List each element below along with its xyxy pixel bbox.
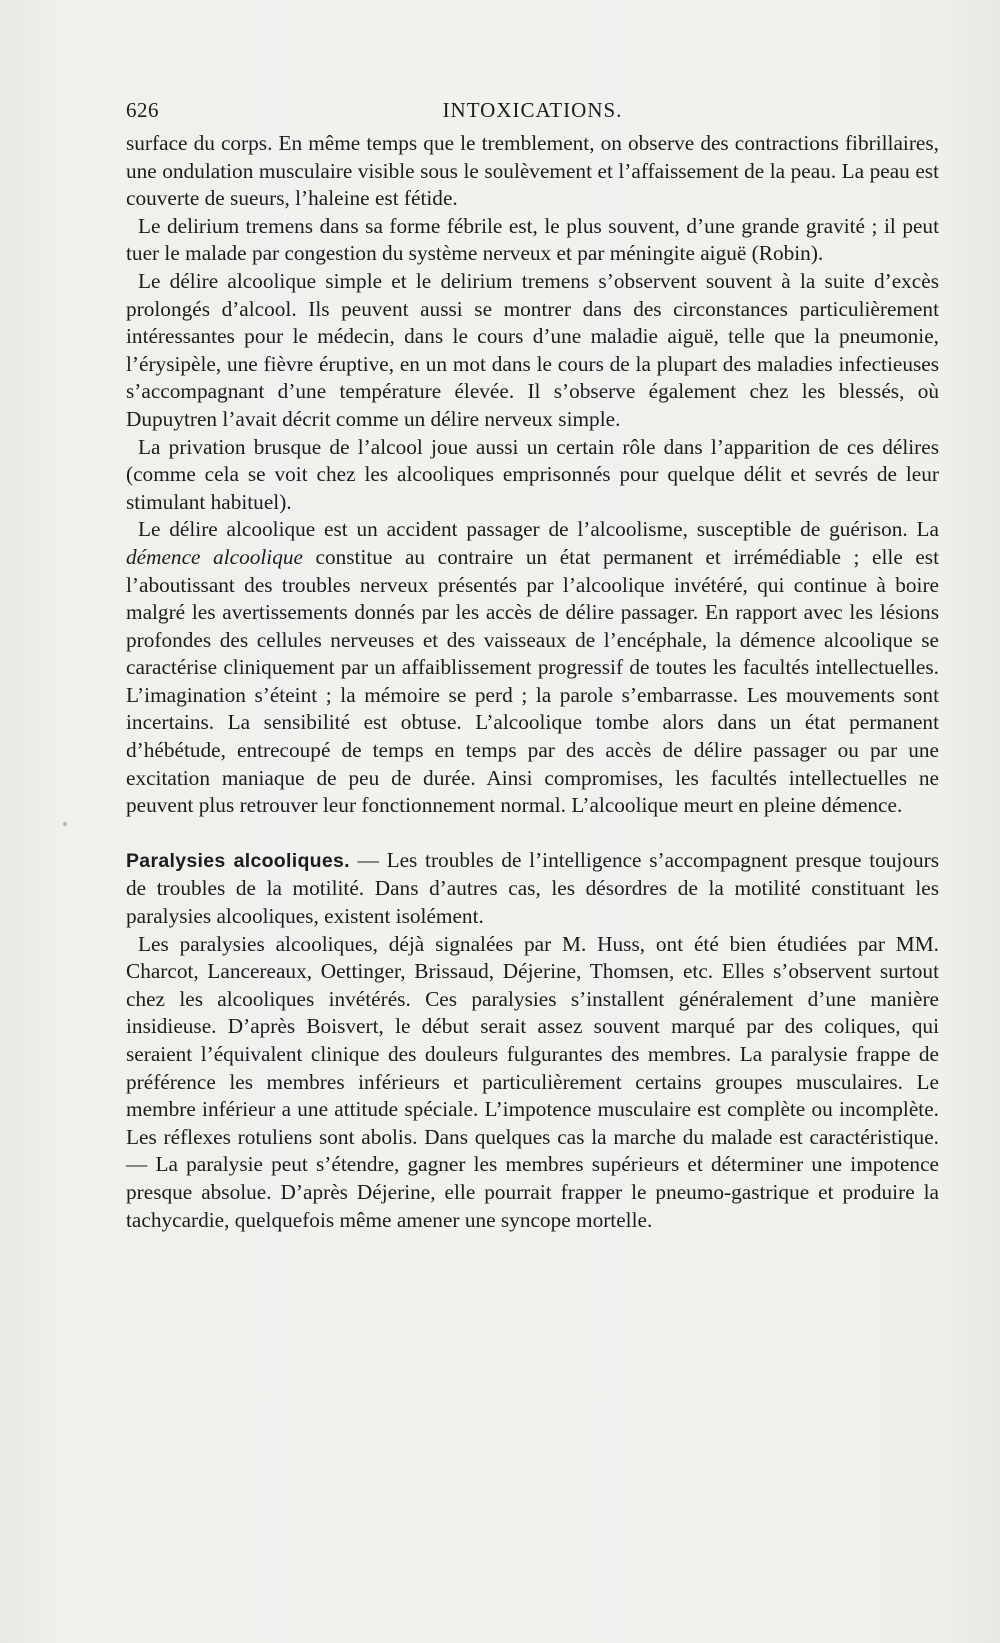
section-heading: Paralysies alcooliques.	[126, 849, 350, 872]
paragraph-delirium-gravity: Le delirium tremens dans sa forme fébrile est, le plus souvent, d’une grande gravité ; il peut tuer le malade par congestion du système nerveux et par méningite aiguë (Robin).	[126, 213, 939, 266]
body-text	[126, 130, 939, 1234]
margin-mark	[63, 822, 67, 826]
dementia-term: démence alcoolique	[126, 544, 303, 569]
section-spacer	[126, 820, 939, 847]
paragraph-continuation: surface du corps. En même temps que le tremblement, on observe des contractions fibrillaires, une ondulation musculaire visible sous le soulèvement et l’affaissement de la peau. La peau est couverte de sueurs, l’haleine est fétide.	[126, 131, 939, 211]
page-number: 626	[126, 98, 159, 122]
page-header	[126, 98, 939, 126]
running-title: INTOXICATIONS.	[442, 98, 623, 122]
paragraph-paralysies-intro	[126, 847, 939, 931]
paragraph-paralysies-detail: Les paralysies alcooliques, déjà signalées par M. Huss, ont été bien étudiées par MM. Charcot, Lancereaux, Oettinger, Brissaud, Déjerine, Thomsen, etc. Elles s’observent surtout chez les alcooliques invétérés. Ces paralysies s’installent généralement d’une manière insidieuse. D’après Boisvert, le début serait assez souvent marqué par des coliques, qui seraient l’équivalent clinique des douleurs fulgurantes des membres. La paralysie frappe de préférence les membres inférieurs et particulièrement certains groupes musculaires. Le membre inférieur a une attitude spéciale. L’impotence musculaire est complète ou incomplète. Les réflexes rotuliens sont abolis. Dans quelques cas la marche du malade est caractéristique. — La paralysie peut s’étendre, gagner les membres supérieurs et déterminer une impotence presque absolue. D’après Déjerine, elle pourrait frapper le pneumo-gastrique et produire la tachycardie, quelquefois même amener une syncope mortelle.	[126, 931, 939, 1232]
paragraph-causes: Le délire alcoolique simple et le delirium tremens s’observent souvent à la suite d’excès prolongés d’alcool. Ils peuvent aussi se montrer dans des circonstances particulièrement intéressantes pour le médecin, dans le cours d’une maladie aiguë, telle que la pneumonie, l’érysipèle, une fièvre éruptive, en un mot dans le cours de la plupart des maladies infectieuses s’accompagnant d’une température élevée. Il s’observe également chez les blessés, où Dupuytren l’avait décrit comme un délire nerveux simple.	[126, 268, 939, 431]
paragraph-dementia	[126, 516, 939, 820]
dementia-text-before: Le délire alcoolique est un accident passager de l’alcoolisme, susceptible de guérison. La	[138, 517, 939, 542]
paragraph-privation: La privation brusque de l’alcool joue aussi un certain rôle dans l’apparition de ces délires (comme cela se voit chez les alcooliques emprisonnés pour quelque délit et sevrés de leur stimulant habituel).	[126, 434, 939, 514]
dementia-text-after: constitue au contraire un état permanent et irrémédiable ; elle est l’aboutissant des troubles nerveux présentés par l’alcoolique invétéré, qui continue à boire malgré les avertissements donnés par les accès de délire passager. En rapport avec les lésions profondes des cellules nerveuses et des vaisseaux de l’encéphale, la démence alcoolique se caractérise cliniquement par un affaiblissement progressif de toutes les facultés intellectuelles. L’imagination s’éteint ; la mémoire se perd ; la parole s’embarrasse. Les mouvements sont incertains. La sensibilité est obtuse. L’alcoolique tombe alors dans un état permanent d’hébétude, entrecoupé de temps en temps par des accès de délire passager ou par une excitation maniaque de peu de durée. Ainsi compromises, les facultés intellectuelles ne peuvent plus retrouver leur fonctionnement normal. L’alcoolique meurt en pleine démence.	[126, 544, 939, 818]
paralysies-intro-text: — Les troubles de l’intelligence s’accompagnent presque toujours de troubles de la motilité. Dans d’autres cas, les désordres de la motilité constituant les paralysies alcooliques, existent isolément.	[126, 847, 939, 929]
